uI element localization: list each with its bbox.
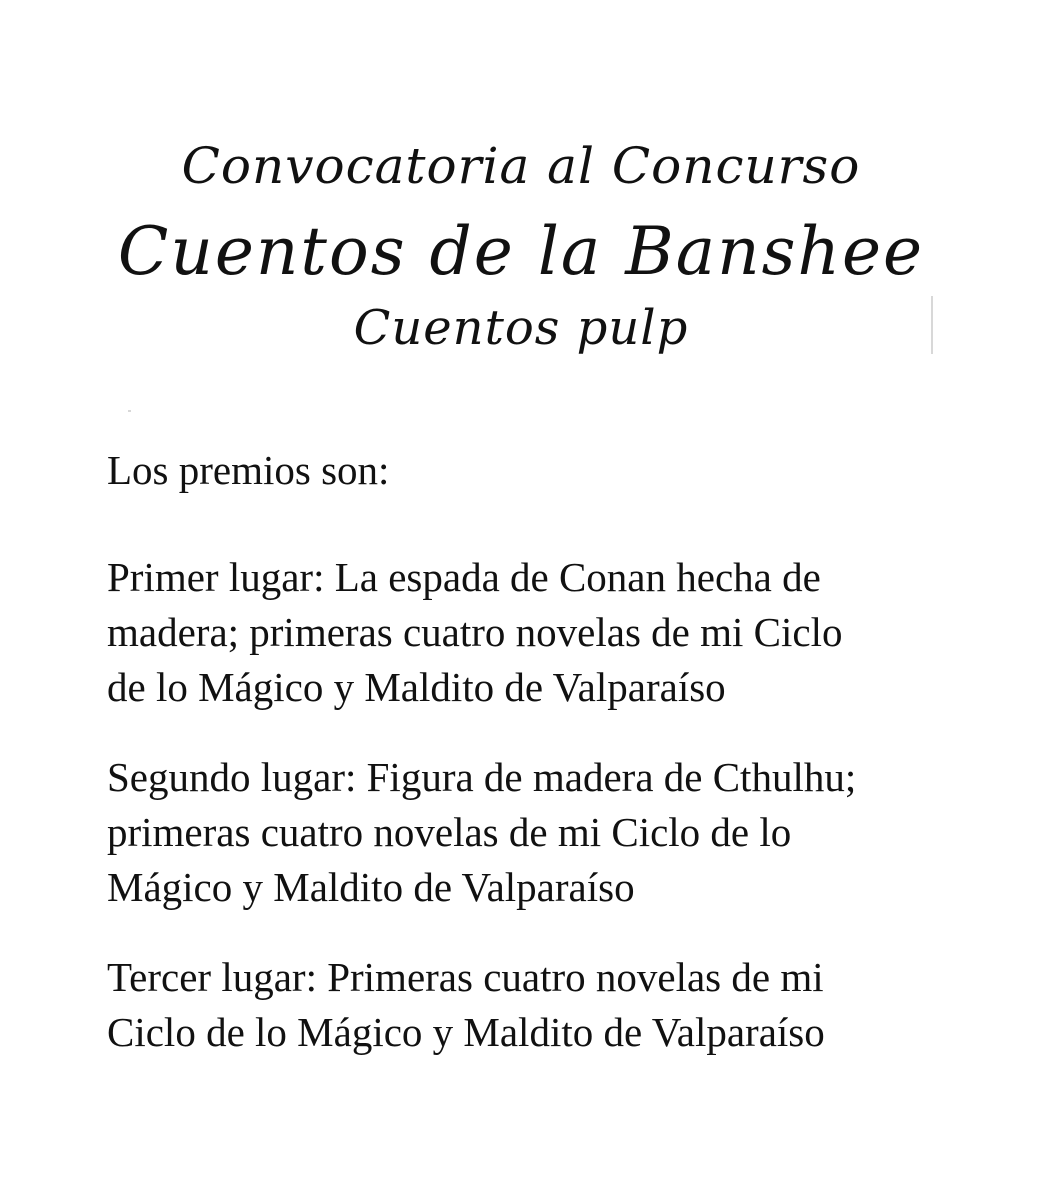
prize-line: Mágico y Maldito de Valparaíso: [107, 864, 635, 910]
convocatoria-heading: Convocatoria al Concurso: [181, 137, 861, 195]
prize-line: primeras cuatro novelas de mi Ciclo de lo: [107, 809, 792, 855]
prizes-intro: Los premios son:: [107, 447, 390, 493]
prize-second-place: [107, 750, 987, 915]
prize-line: Ciclo de lo Mágico y Maldito de Valparaíso: [107, 1009, 825, 1055]
scan-mark: [931, 296, 933, 354]
scan-mark: [128, 410, 131, 412]
prize-third-place: [107, 950, 987, 1060]
contest-subtitle: Cuentos pulp: [353, 300, 689, 356]
contest-title: Cuentos de la Banshee: [117, 213, 925, 290]
prize-line: Primer lugar: La espada de Conan hecha de: [107, 554, 821, 600]
prize-line: Segundo lugar: Figura de madera de Cthulhu;: [107, 754, 857, 800]
prize-line: Tercer lugar: Primeras cuatro novelas de mi: [107, 954, 824, 1000]
prize-first-place: [107, 550, 987, 715]
prize-line: madera; primeras cuatro novelas de mi Ciclo: [107, 609, 843, 655]
prize-line: de lo Mágico y Maldito de Valparaíso: [107, 664, 726, 710]
